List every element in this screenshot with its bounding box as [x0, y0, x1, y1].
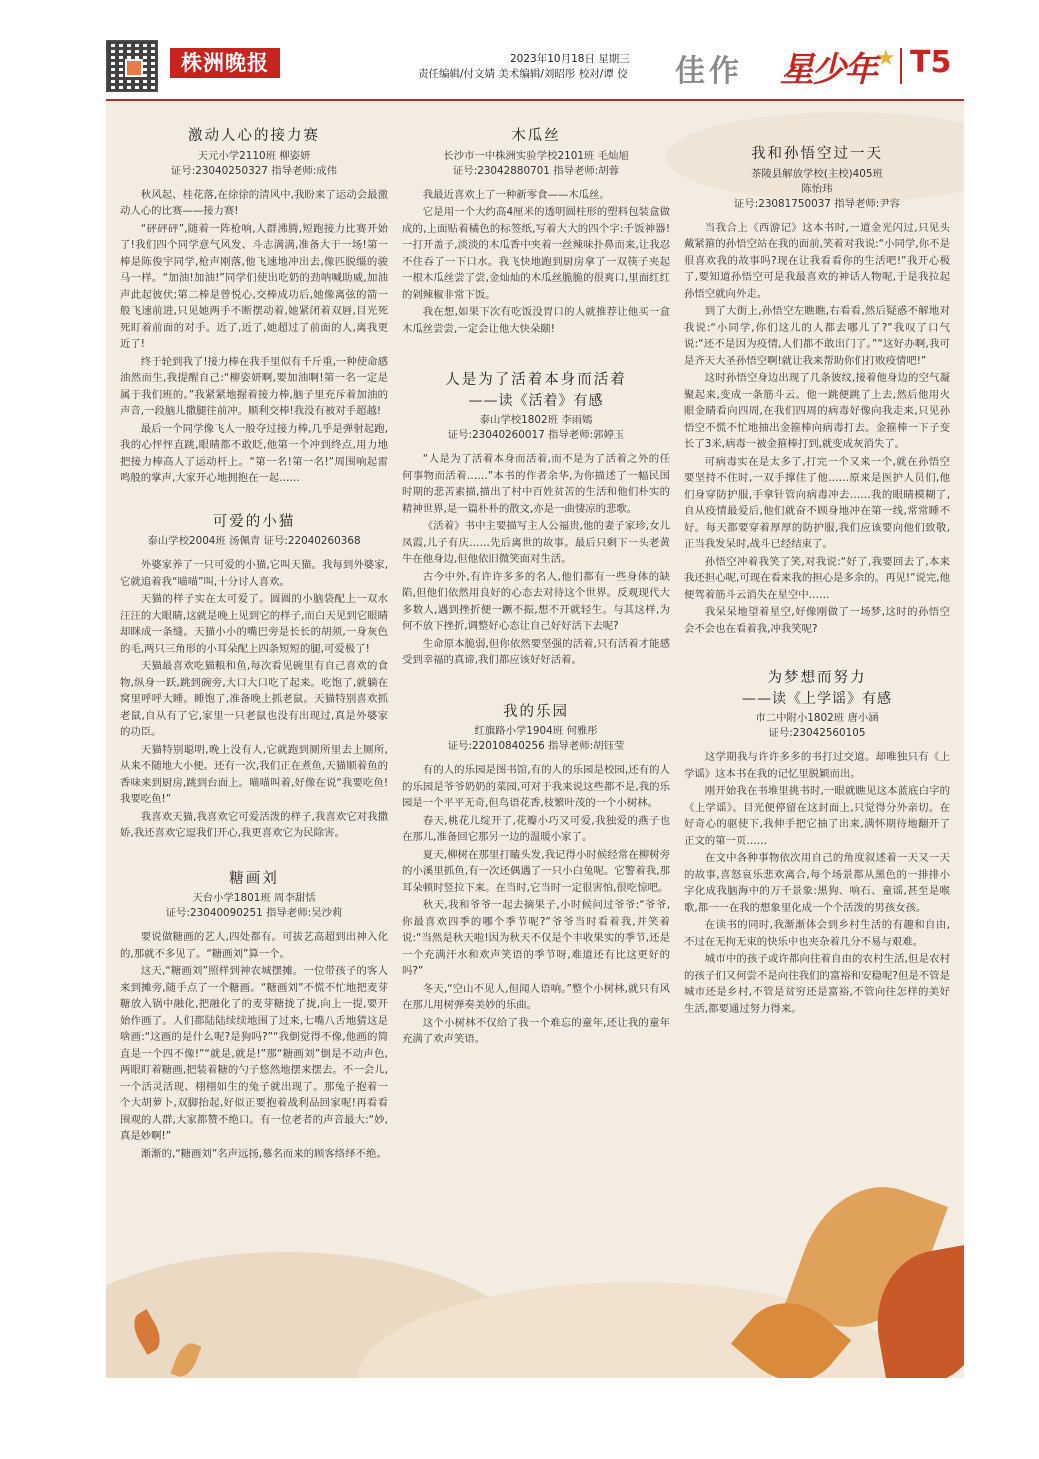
paragraph: 终于轮到我了!接力棒在我手里似有千斤重,一种使命感油然而生,我提醒自己:“柳姿妍啊,要加油啊!第一名一定是属于我们班的。”我紧紧地握着接力棒,脑子里充斥着加油的声音,一段脑儿撒腿往前冲。顺利交棒!我没有被对手超越! [120, 355, 388, 417]
article-title: 木瓜丝 [511, 128, 561, 144]
article [684, 146, 950, 637]
article-cert: 证号:23040250327 指导老师:成伟 [170, 164, 338, 177]
issue-date: 2023年10月18日 星期三 [510, 53, 630, 65]
paragraph: 天猫的样子实在太可爱了。圆圆的小脑袋配上一双水汪汪的大眼睛,这就是晚上见到它的样子,而白天见到它眼睛却眯成一条缝。天猫小小的嘴巴旁是长长的胡须,一身灰色的毛,两只三角形的小耳朵配上四条短短的腿,可爱极了! [120, 593, 388, 655]
article-title: 人是为了活着本身而活着 [445, 372, 627, 388]
article [120, 128, 388, 487]
paragraph: 孙悟空冲着我笑了笑,对我说:“好了,我要回去了,本来我还担心呢,可现在看来我的担心是多余的。再见!”说完,他便驾着筋斗云消失在星空中…… [684, 555, 950, 601]
paragraph: 春天,桃花儿绽开了,花瓣小巧又可爱,我独爱的燕子也在那儿,准备回它那另一边的温暖小家了。 [402, 814, 670, 843]
article-title: 我的乐园 [503, 703, 569, 720]
article-title: 激动人心的接力赛 [188, 128, 320, 144]
article [684, 670, 950, 1017]
paragraph: 外婆家养了一只可爱的小猫,它叫天猫。我每到外婆家,它就追着我“喵喵”叫,十分讨人喜欢。 [120, 559, 388, 588]
paragraph: 《活着》书中主要描写主人公福贵,他的妻子家珍,女儿凤霞,儿子有庆……先后离世的故事。最后只剩下一头老黄牛在他身边,但他依旧微笑面对生活。 [402, 520, 670, 565]
article-cert: 证号:22010840256 指导老师:胡钰莹 [447, 740, 625, 752]
page-header [0, 0, 1039, 100]
star-icon: ★ [876, 46, 894, 71]
paragraph: “人是为了活着本身而活着,而不是为了活着之外的任何事物而活着……”本书的作者余华,为你描述了一幅民国时期的悲苦素描,描出了村中百姓贫苦的生活和他们朴实的精神世界,是一篇朴朴的散文,亦是一曲悽凉的悲歌。 [402, 453, 670, 515]
paragraph: “砰砰砰”,随着一阵枪响,人群沸腾,短跑接力比赛开始了!我们四个同学意气风发、斗志满满,准备大干一场!第一棒是陈俊宇同学,枪声刚落,他飞速地冲出去,像匹脱缰的骏马一样。“加油!加油!”同学们使出吃奶的劲呐喊助威,加油声此起彼伏;第二棒是曾悦心,交棒成功后,她像离弦的箭一般飞速前进,只见她两手不断摆动着,她紧闭着双唇,目光死死盯着前面的对手。近了,近了,她超过了前面的人,离我更近了! [120, 222, 388, 350]
article [120, 871, 388, 1163]
paragraph: 我最近喜欢上了一种新零食——木瓜丝。 [422, 188, 610, 201]
article-cert: 证号:23040090251 指导老师:吴沙莉 [165, 907, 343, 919]
paragraph: 生命原本脆弱,但你依然要坚强的活着,只有活着才能感受到幸福的真谛,我们都应该好好活着。 [402, 637, 670, 666]
paragraph: 这时孙悟空身边出现了几条彼纹,接着他身边的空气凝聚起来,变成一条筋斗云。他一跳便跳了上去,然后他用火眼金睛看向四周,在我们四周的病毒好像向我走来,只见孙悟空不慌不忙地抽出金箍棒向病毒打去。金箍棒一下子变长了3米,病毒一被金箍棒打到,就变成灰消失了。 [684, 372, 950, 450]
brand-logo: 星少年★ [780, 46, 894, 90]
paragraph: 这个小树林不仅给了我一个难忘的童年,还让我的童年充满了欢声笑语。 [402, 1016, 670, 1045]
paragraph: 夏天,柳树在那里打瞌头发,我记得小时候经常在柳树旁的小溪里抓鱼,有一次还偶遇了一只小白兔呢。它警着我,那耳朵顿时竖拉下来。在当时,它当时一定很害怕,很吃惊吧。 [402, 848, 670, 894]
paragraph: 最后一个同学像飞人一般夺过接力棒,几乎是弹射起跑,我的心怦怦直跳,眼睛都不敢眨,他第一个冲到终点,用力地把接力棒高人了运动杆上。“第一名!第一名!”周围响起雷鸣般的掌声,大家开心地拥抱在一起…… [120, 422, 388, 484]
article-school: 泰山学校2004班 汤佩青 证号:22040260368 [147, 535, 361, 547]
article-subtitle: ——读《上学谣》有感 [742, 690, 892, 707]
article-school: 茶陵县解放学校(主校)405班 [751, 167, 883, 180]
article-school: 泰山学校1802班 李雨嫣 [479, 414, 593, 426]
divider [900, 48, 902, 84]
article-school: 天元小学2110班 柳姿妍 [197, 149, 311, 162]
paragraph: 古今中外,有许许多多的名人,他们都有一些身体的缺陷,但他们依然用良好的心态去对待这个世界。反观现代大多数人,遇到挫折便一蹶不振,想不开就轻生。与其这样,为何不放下挫折,调整好心态让自己好好活下去呢? [402, 570, 670, 632]
article [402, 704, 670, 1048]
header-rule [106, 99, 964, 101]
paragraph: 渐渐的,“糖画刘”名声远扬,慕名而来的顾客络绎不绝。 [140, 1147, 387, 1160]
article-school: 天台小学1801班 周李甜恬 [192, 892, 316, 904]
paragraph: 城市中的孩子或许都向往着自由的农村生活,但是农村的孩子们又何尝不是向往我们的富裕和安稳呢?但是不管是城市还是乡村,不管是贫穷还是富裕,不管向往怎样的美好生活,都要通过努力得来。 [684, 953, 950, 1015]
paragraph: 这天,“糖画刘”照样到神农城摆摊。一位带孩子的客人来到摊旁,随手点了一个糖画。“糖画刘”不慌不忙地把麦芽糖放入锅中融化,把融化了的麦芽糖拢了拢,向上一提,要开始作画了。人们都陆陆续续地围了过来,七嘴八舌地猜这是啥画:“这画的是什么呢?是狗吗?”“我倒觉得不像,他画的简直是一个四不像!”“就是,就是!”那“糖画刘”倒是不动声色,两眼盯着糖画,把装着糖的勺子悠然地摆来摆去。不一会儿,一个活灵活现、栩栩如生的兔子就出现了。那兔子抱着一个大胡萝卜,双脚抬起,好似正要抱着战利品回家呢!再看看围观的人群,大家都赞不绝口。有一位老者的声音最大:“妙,真是妙啊!” [120, 965, 388, 1142]
section-title: 佳作 [675, 54, 743, 89]
paragraph: 我在想,如果下次有吃饭没胃口的人就推荐让他买一盒木瓜丝尝尝,一定会让他大快朵颐! [402, 306, 670, 335]
article-title: 为梦想而努力 [767, 670, 867, 686]
paragraph: 刚开始我在书堆里挑书时,一眼就瞧见这本蓝底白字的《上学谣》。目光便停留在这封面上,只觉得分外亲切。在好奇心的驱使下,我伸手把它抽了出来,满怀期待地翻开了正文的第一页…… [684, 785, 950, 847]
paragraph: 我喜欢天猫,我喜欢它可爱活泼的样子,我喜欢它对我撒娇,我还喜欢它逗我们开心,我更喜欢它为民除害。 [120, 810, 388, 839]
article-school: 红旗路小学1904班 何雅彤 [474, 725, 598, 737]
column-middle [402, 128, 670, 1049]
qr-code[interactable] [106, 40, 158, 92]
article-title: 我和孙悟空过一天 [751, 146, 883, 162]
paragraph: 秋天,我和爷爷一起去摘果子,小时候问过爷爷:“爷爷,你最喜欢四季的哪个季节呢?”爷爷当时看着我,并笑着说:“当然是秋天啦!因为秋天不仅是个丰收果实的季节,还是一个充满汗水和欢声笑语的季节呀,难道还有比这更好的吗?” [402, 899, 670, 977]
article-school: 长沙市一中株洲实验学校2101班 毛灿旭 [443, 149, 629, 162]
page-number: T5 [910, 45, 952, 80]
article [402, 372, 670, 669]
paragraph: 这学期我与许许多多的书打过交道。却唯独只有《上学谣》这本书在我的记忆里脱颖而出。 [684, 751, 950, 780]
column-right [684, 146, 950, 1018]
article [402, 128, 670, 337]
paragraph: 可病毒实在是太多了,打完一个又来一个,就在孙悟空要坚持不住时,一双手撑住了他……原来是医护人员们,他们身穿防护服,手拿针管向病毒冲去……我的眼睛模糊了,自从疫情最爱后,他们就奋不顾身地冲在第一线,常常睡不好。每天都要穿着厚厚的防护服,我们应该要向他们致敬,正当我发呆时,战斗已经结束了。 [684, 455, 950, 550]
article-cert: 证号:23040260017 指导老师:郭婷玉 [447, 429, 625, 441]
article-title: 糖画刘 [229, 870, 279, 887]
column-left [120, 128, 388, 1163]
article-subtitle: ——读《活着》有感 [468, 392, 604, 409]
paragraph: 当我合上《西游记》这本书时,一道金光闪过,只见头戴紧箍的孙悟空站在我的面前,笑着对我说:“小同学,你不是很喜欢我的故事吗?现在让我看看你的生活吧!”我开心极了,要知道孙悟空可是我最喜欢的神话人物呢,于是我拉起孙悟空就向外走。 [684, 221, 950, 300]
paragraph: 在读书的同时,我渐渐体会到乡村生活的有趣和自由,不过在无拘无束的快乐中也夹杂着几分不易与艰难。 [684, 919, 950, 948]
paragraph: 我呆呆地望着星空,好像刚做了一场梦,这时的孙悟空会不会也在看着我,冲我笑呢? [684, 606, 950, 635]
paragraph: 冬天,“空山不见人,但闻人语响。”整个小树林,就只有风在那儿用树弹奏美妙的乐曲。 [402, 982, 670, 1011]
paragraph: 天猫最喜欢吃猫粮和鱼,每次看见碗里有自己喜欢的食物,纵身一跃,跳到碗旁,大口大口吃了起来。吃饱了,就躺在窝里呼呼大睡。睡饱了,准备晚上抓老鼠。天猫特别喜欢抓老鼠,自从有了它,家里一只老鼠也没有出现过,真是外婆家的功臣。 [120, 660, 388, 738]
paragraph: 到了大街上,孙悟空左瞧瞧,右看看,然后疑惑不解地对我说:“小同学,你们这儿的人都去哪儿了?”我叹了口气说:“还不是因为疫情,人们都不敢出门了。”“这好办啊,我可是齐天大圣孙悟空啊!就让我来帮助你们打败疫情吧!” [684, 305, 950, 367]
paragraph: 它是用一个大约高4厘米的透明圆柱形的塑料包装盒做成的,上面贴着橘色的标签纸,写着大大的四个字:千饭神器!一打开盖子,淡淡的木瓜香中夹着一丝辣味扑鼻而来,让我忍不住吞了一下口水。我飞快地跑到厨房拿了一双筷子夹起一根木瓜丝尝了尝,金灿灿的木瓜丝脆脆的很爽口,里面红红的剁辣椒非常下饭。 [402, 206, 670, 301]
editor-credits: 责任编辑/付文婧 美术编辑/刘昭彤 校对/谭 佼 [418, 68, 628, 80]
article-school: 市二中附小1802班 唐小涵 [755, 712, 879, 724]
article-cert: 证号:23042880701 指导老师:胡蓉 [452, 164, 620, 177]
paragraph: 在文中各种事物依次用自己的角度叙述着一天又一天的故事,喜怒哀乐悲欢离合,每个场景都从黑色的一排排小字化成我脑海中的万千景象:黑狗、响石、童谣,甚至是喉歌,都一一在我的想象里化成一个个活泼的男孩女孩。 [684, 852, 950, 914]
content-panel [106, 102, 964, 1378]
paragraph: 秋风起、桂花落,在徐徐的清风中,我盼来了运动会最激动人心的比赛——接力赛! [120, 188, 388, 217]
newspaper-logo: 株洲晚报 [170, 48, 280, 78]
article-cert: 证号:23081750037 指导老师:尹容 [733, 197, 901, 210]
paragraph: 有的人的乐园是图书馆,有的人的乐园是校园,还有的人的乐园是爷爷奶奶的菜园,可对于我来说这些都不是,我的乐园是一个平平无奇,但鸟语花香,枝繁叶茂的一个小树林。 [402, 764, 670, 809]
article [120, 514, 388, 842]
article-author: 陈怡玮 [801, 182, 833, 195]
article-cert: 证号:23042560105 [768, 727, 866, 739]
paragraph: 天猫特别聪明,晚上没有人,它就跑到厕所里去上厕所,从来不随地大小便。还有一次,我们正在煮鱼,天猫顺着鱼的香味来到厨房,跳到台面上。喵喵叫着,好像在说“我要吃鱼!我要吃鱼!” [120, 743, 388, 805]
article-title: 可爱的小猫 [212, 513, 296, 530]
issue-info [418, 52, 630, 82]
paragraph: 要说做糖画的艺人,四处都有。可拔艺高超到出神入化的,那就不多见了。“糖画刘”算一个。 [120, 931, 388, 960]
